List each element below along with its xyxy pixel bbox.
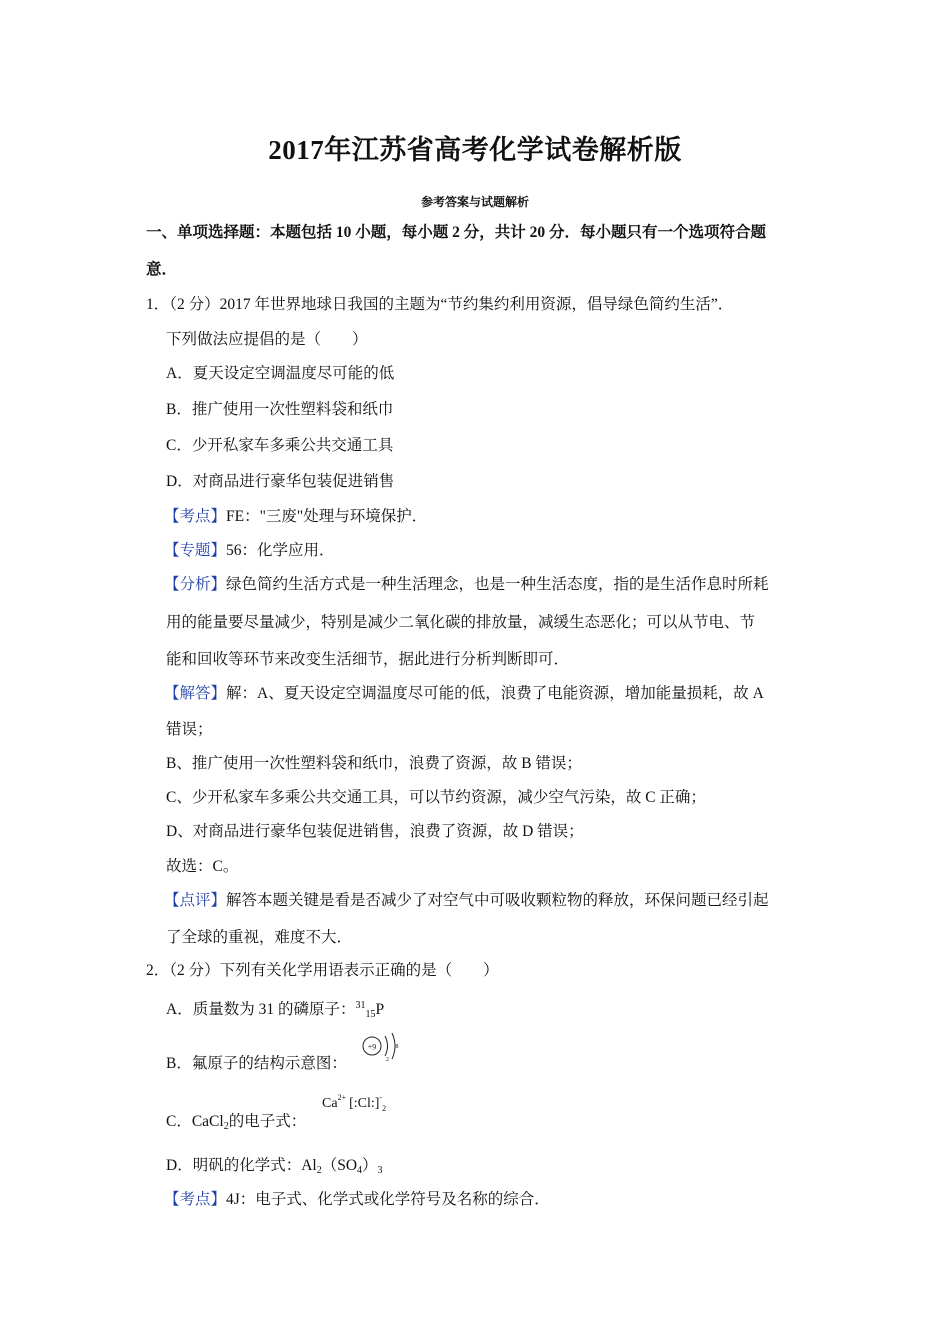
q1-jieda-line5: D、对商品进行豪华包装促进销售，浪费了资源，故 D 错误； (166, 823, 584, 840)
fluorine-atom-structure-diagram (360, 1030, 404, 1066)
dianping-tag: 【点评】 (164, 892, 227, 909)
q1-jieda-line4: C、少开私家车多乘公共交通工具，可以节约资源，减少空气污染，故 C 正确； (166, 789, 706, 806)
page-title: 2017年江苏省高考化学试卷解析版 (268, 135, 682, 165)
q2-option-b: B．氟原子的结构示意图： (166, 1055, 347, 1072)
section-heading-line2: 意． (146, 261, 178, 278)
section-heading-line1: 一、单项选择题：本题包括 10 小题，每小题 2 分，共计 20 分．每小题只有一个选项符合题 (146, 224, 767, 241)
electron-shell-1 (385, 1036, 388, 1056)
q2-option-d-text: D．明矾的化学式：Al (166, 1157, 317, 1174)
q2-kaodian (164, 1190, 550, 1210)
cacl2-electron-formula (322, 1093, 386, 1113)
mass-number: 31 (355, 1000, 366, 1011)
q2-option-a-text: A．质量数为 31 的磷原子： (166, 1001, 356, 1018)
q2-kaodian-tag: 【考点】 (164, 1191, 227, 1208)
jieda-text: 解：A、夏天设定空调温度尽可能的低，浪费了电能资源，增加能量损耗，故 A (226, 685, 764, 702)
q1-option-a: A．夏天设定空调温度尽可能的低 (166, 365, 395, 382)
atomic-number: 15 (365, 1009, 376, 1020)
shell2-electrons: 8 (395, 1044, 399, 1050)
chloride-electron-dots: [:Cl:] (349, 1096, 380, 1111)
zhuanti-tag: 【专题】 (164, 542, 227, 559)
q2-option-d-sub2: 4 (357, 1165, 363, 1176)
calcium-charge: 2+ (337, 1093, 347, 1102)
page-subtitle: 参考答案与试题解析 (420, 195, 529, 209)
q1-stem-line2: 下列做法应提倡的是（ ） (166, 331, 368, 348)
q1-option-d: D．对商品进行豪华包装促进销售 (166, 473, 395, 490)
q2-option-d-sub3: 3 (377, 1165, 383, 1176)
q1-fenxi-line1 (164, 575, 769, 595)
dianping-text: 解答本题关键是看是否减少了对空气中可吸收颗粒物的释放，环保问题已经引起 (226, 892, 769, 909)
q2-option-c-sub: 2 (223, 1121, 229, 1132)
q2-stem: 2．（2 分）下列有关化学用语表示正确的是（ ） (146, 962, 499, 979)
q1-stem-line1: 1．（2 分）2017 年世界地球日我国的主题为“节约集约利用资源，倡导绿色简约生活”． (146, 296, 734, 313)
q2-option-c-pre: C．CaCl (166, 1113, 224, 1130)
kaodian-text: FE："三废"处理与环境保护． (226, 508, 428, 525)
calcium-symbol: Ca (322, 1096, 338, 1111)
q1-zhuanti (164, 541, 335, 561)
q2-option-d-end: ） (362, 1157, 378, 1174)
q1-jieda-line3: B、推广使用一次性塑料袋和纸巾，浪费了资源，故 B 错误； (166, 755, 582, 772)
q1-jieda-line2: 错误； (166, 721, 213, 738)
q2-option-d-sub1: 2 (316, 1165, 322, 1176)
jieda-tag: 【解答】 (164, 685, 227, 702)
q1-jieda-line1 (164, 684, 764, 704)
q1-dianping-line2: 了全球的重视，难度不大． (166, 929, 353, 946)
shell1-electrons: 2 (386, 1057, 389, 1063)
q1-kaodian (164, 507, 427, 527)
q1-jieda-line6: 故选：C。 (166, 858, 239, 875)
chloride-count: 2 (382, 1104, 387, 1113)
fenxi-text: 绿色简约生活方式是一种生活理念，也是一种生活态度，指的是生活作息时所耗 (226, 576, 769, 593)
q1-fenxi-line2: 用的能量要尽量减少，特别是减少二氧化碳的排放量，减缓生态恶化；可以从节电、节 (166, 614, 756, 631)
zhuanti-text: 56：化学应用． (226, 542, 335, 559)
kaodian-tag: 【考点】 (164, 508, 227, 525)
q2-option-a (166, 996, 384, 1025)
q2-option-c (166, 1112, 306, 1137)
q2-option-d (166, 1156, 383, 1181)
nucleus-charge: +9 (367, 1042, 377, 1052)
q1-dianping-line1 (164, 891, 769, 911)
q1-option-b: B．推广使用一次性塑料袋和纸巾 (166, 401, 394, 418)
fenxi-tag: 【分析】 (164, 576, 227, 593)
chloride-charge: - (379, 1093, 383, 1102)
q2-option-c-post: 的电子式： (228, 1113, 307, 1130)
q2-kaodian-text: 4J：电子式、化学式或化学符号及名称的综合． (226, 1191, 550, 1208)
q1-option-c: C．少开私家车多乘公共交通工具 (166, 437, 394, 454)
q1-fenxi-line3: 能和回收等环节来改变生活细节，据此进行分析判断即可． (166, 651, 570, 668)
q2-option-d-mid: （SO (321, 1157, 358, 1174)
element-symbol: P (375, 1001, 385, 1018)
